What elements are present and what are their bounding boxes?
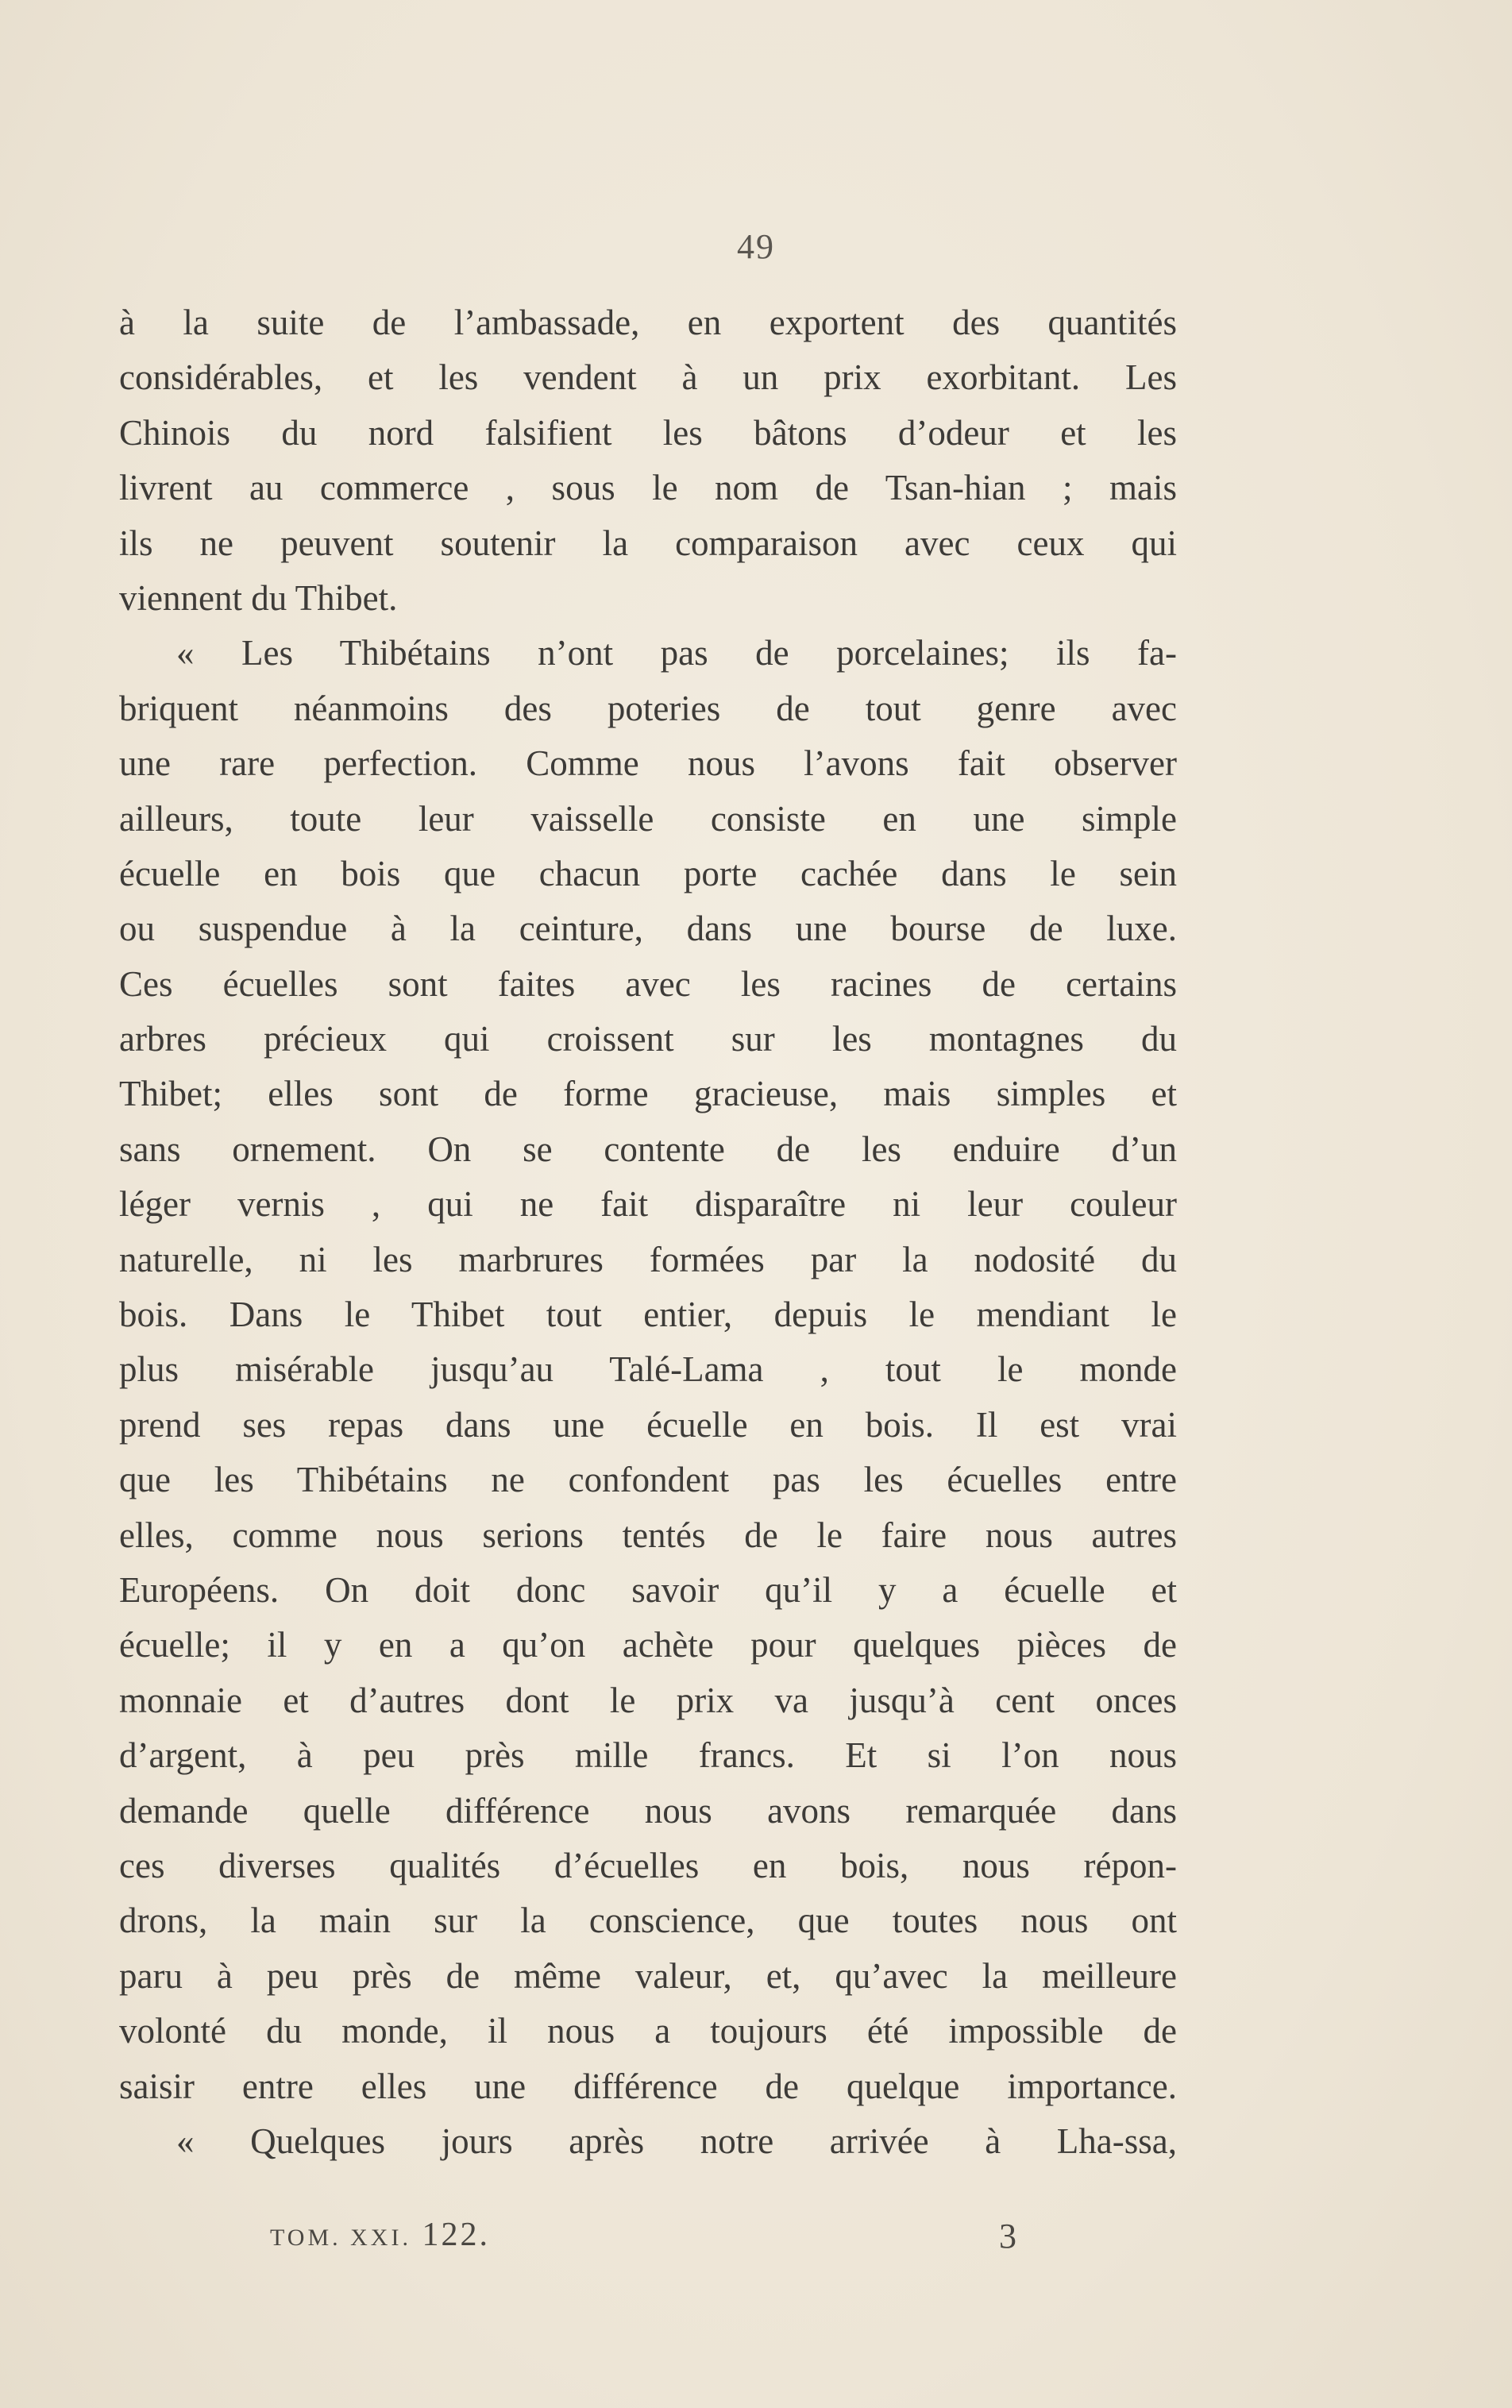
volume-mark [270,2216,490,2254]
text-line: plus misérable jusqu’au Talé-Lama , tout le monde [119,1349,1177,1390]
text-line: léger vernis , qui ne fait disparaître ni leur couleur [119,1184,1177,1225]
text-line: prend ses repas dans une écuelle en bois. Il est vrai [119,1404,1177,1445]
signature-line [270,2216,1016,2271]
text-line: considérables, et les vendent à un prix exorbitant. Les [119,357,1177,398]
text-line: naturelle, ni les marbrures formées par la nodosité du [119,1239,1177,1279]
issue-number: 122. [422,2217,490,2253]
gathering-mark: 3 [999,2217,1016,2256]
text-line: volonté du monde, il nous a toujours été impossible de [119,2011,1177,2051]
text-line: drons, la main sur la conscience, que toutes nous ont [119,1901,1177,1941]
text-line: Thibet; elles sont de forme gracieuse, mais simples et [119,1074,1177,1114]
text-line: ou suspendue à la ceinture, dans une bourse de luxe. [119,909,1177,949]
text-line: d’argent, à peu près mille francs. Et si l’on nous [119,1735,1177,1776]
text-line: écuelle en bois que chacun porte cachée dans le sein [119,853,1177,893]
text-line: Ces écuelles sont faites avec les racines de certains [119,963,1177,1004]
text-line: sans ornement. On se contente de les enduire d’un [119,1129,1177,1169]
text-line: Chinois du nord falsifient les bâtons d’odeur et les [119,412,1177,453]
text-line: paru à peu près de même valeur, et, qu’avec la meilleure [119,1955,1177,1996]
text-line: que les Thibétains ne confondent pas les écuelles entre [119,1460,1177,1500]
text-line: briquent néanmoins des poteries de tout genre avec [119,688,1177,728]
text-line: ces diverses qualités d’écuelles en bois, nous répon- [119,1845,1177,1885]
paragraph-start-line: « Les Thibétains n’ont pas de porcelaines; ils fa- [176,633,1177,673]
text-line: saisir entre elles une différence de quelque importance. [119,2066,1177,2106]
text-line: livrent au commerce , sous le nom de Tsan-hian ; mais [119,468,1177,508]
text-line: monnaie et d’autres dont le prix va jusqu’à cent onces [119,1680,1177,1720]
page-number: 49 [737,227,775,266]
text-line: elles, comme nous serions tentés de le faire nous autres [119,1515,1177,1555]
text-line: écuelle; il y en a qu’on achète pour quelques pièces de [119,1625,1177,1665]
text-line: une rare perfection. Comme nous l’avons fait observer [119,743,1177,784]
paragraph-start-line: « Quelques jours après notre arrivée à Lha-ssa, [176,2121,1177,2161]
text-line: à la suite de l’ambassade, en exportent des quantités [119,303,1177,342]
text-line: ils ne peuvent soutenir la comparaison avec ceux qui [119,523,1177,563]
text-line: Européens. On doit donc savoir qu’il y a écuelle et [119,1569,1177,1610]
paragraph-end-line: viennent du Thibet. [119,577,398,618]
text-line: ailleurs, toute leur vaisselle consiste en une simple [119,798,1177,839]
body-text [119,295,1177,2169]
text-line: arbres précieux qui croissent sur les montagnes du [119,1019,1177,1059]
volume-label: TOM. XXI. [270,2225,411,2251]
text-line: bois. Dans le Thibet tout entier, depuis le mendiant le [119,1295,1177,1335]
text-line: demande quelle différence nous avons remarquée dans [119,1790,1177,1831]
